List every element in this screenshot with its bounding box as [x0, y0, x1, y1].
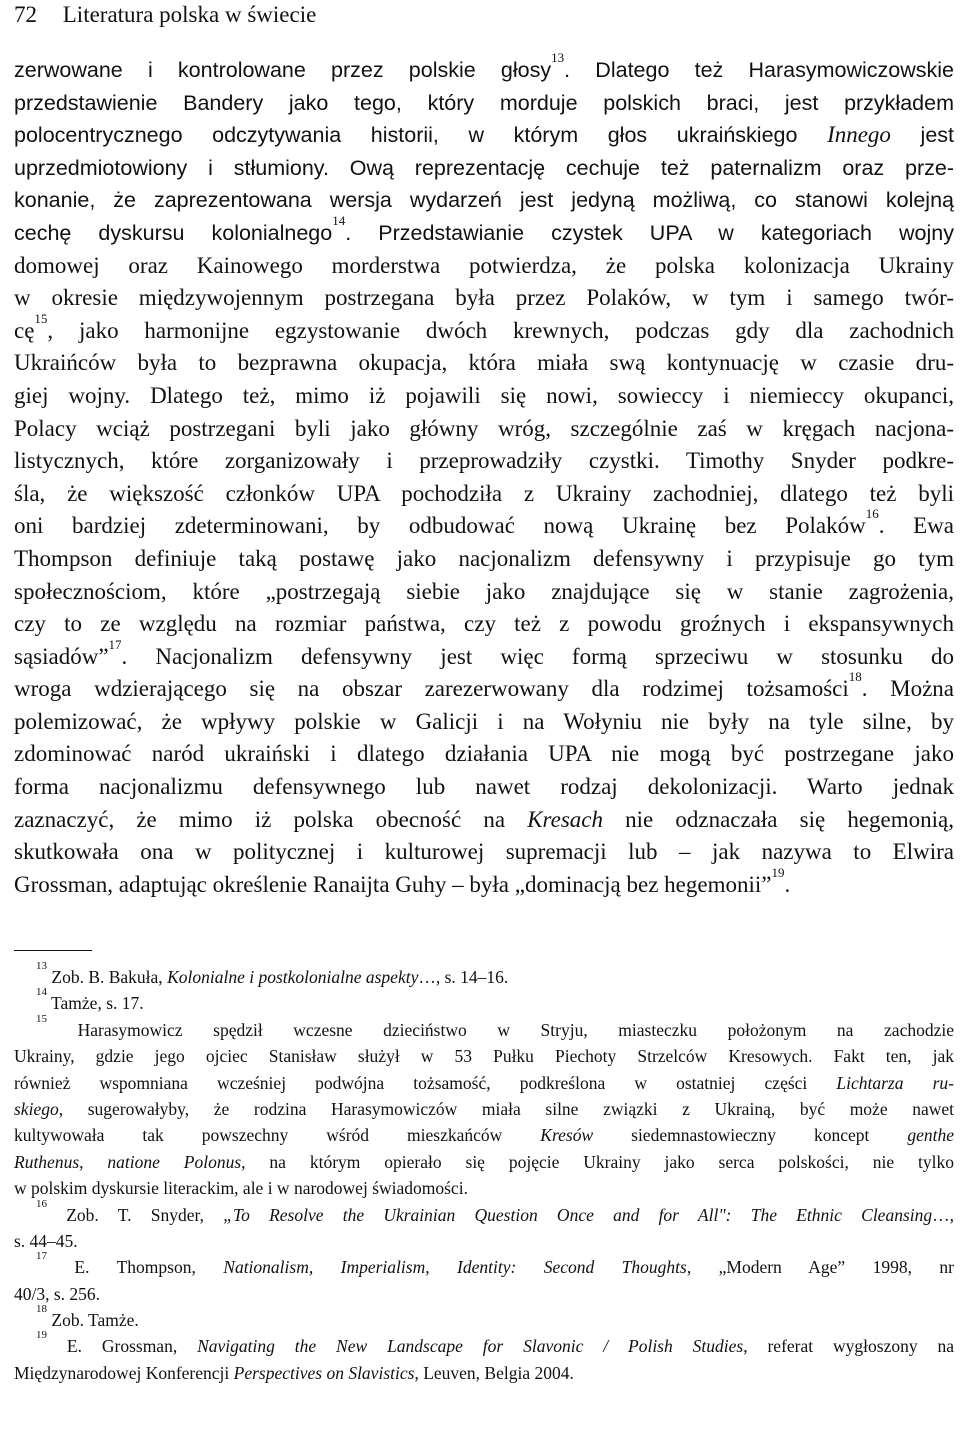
body-line — [14, 445, 954, 478]
text-run: Polacy wciąż postrzegani byli jako główny wróg, szczególnie zaś w kręgach nacjona- — [14, 415, 954, 441]
text-run: , na którym opierało się pojęcie Ukrainy jako serca polskości, nie tylko — [241, 1151, 954, 1172]
text-run: Zob. T. Snyder, — [47, 1204, 224, 1225]
page-number: 72 — [14, 2, 37, 27]
footnote-marker: 14 — [36, 986, 47, 999]
text-run: E. Thompson, — [47, 1257, 224, 1278]
text-run: Tamże, s. 17. — [47, 993, 144, 1014]
text-run: giej wojny. Dlatego też, mimo iż pojawili się nowi, sowieccy i niemieccy okupanci, — [14, 382, 954, 408]
body-line — [14, 864, 954, 902]
text-run: jest — [890, 123, 954, 148]
footnote-line — [14, 1250, 954, 1280]
body-line — [14, 478, 954, 511]
text-run: Zob. B. Bakuła, — [47, 967, 168, 987]
footnote-line — [14, 1228, 954, 1254]
main-text — [14, 50, 954, 901]
body-line — [14, 506, 954, 543]
body-line — [14, 706, 954, 739]
italic-text: skiego — [14, 1098, 59, 1119]
text-run: . Dlatego też Harasymowiczowskie — [564, 58, 954, 82]
text-run: oni bardziej zdeterminowani, by odbudować nową Ukrainę bez Polaków — [14, 513, 866, 539]
body-line — [14, 413, 954, 446]
text-run: , sugerowałyby, że rodzina Harasymowiczów miała silne związki z Ukrainą, być może nawet — [58, 1098, 954, 1119]
footnote-separator — [14, 950, 92, 951]
text-run: Grossman, adaptując określenie Ranaijta Guhy – była „dominacją bez hegemonii” — [14, 871, 772, 897]
footnote-line — [14, 1122, 954, 1148]
text-run: Zob. Tamże. — [47, 1310, 139, 1331]
text-run: , „Modern Age” 1998, nr — [686, 1257, 954, 1278]
text-run: forma nacjonalizmu defensywnego lub nawet rodzaj dekolonizacji. Warto jednak — [14, 774, 954, 800]
body-line — [14, 152, 954, 185]
text-run: , referat wygłoszony na — [743, 1336, 955, 1357]
footnote-marker: 17 — [108, 636, 122, 652]
footnote-line — [14, 1281, 954, 1307]
text-run: cechę dyskursu kolonialnego — [14, 220, 333, 245]
footnotes — [14, 960, 955, 1386]
footnote-line — [14, 1096, 954, 1122]
text-run: Ukrainy, gdzie jego ojciec Stanisław służył w 53 Pułku Piechoty Strzelców Kresowych. Fakt ten, jak — [14, 1046, 954, 1067]
text-run: . — [784, 871, 791, 897]
footnote-line — [14, 1329, 955, 1359]
text-run: 40/3, s. 256. — [14, 1283, 101, 1304]
text-run: Międzynarodowej Konferencji — [14, 1362, 234, 1383]
body-line — [14, 87, 954, 120]
text-run: polemizować, że wpływy polskie w Galicji i na Wołyniu nie były na tyle silne, by — [14, 708, 954, 734]
footnote-marker: 15 — [36, 1012, 47, 1025]
text-run: uprzedmiotowiony i stłumiony. Ową reprezentację cechuje też paternalizm oraz prze- — [14, 155, 954, 180]
footnote-line — [14, 1175, 954, 1201]
footnote-line — [14, 960, 954, 990]
text-run: s. 44–45. — [14, 1230, 78, 1251]
footnote-line — [14, 1197, 954, 1228]
body-line — [14, 347, 954, 380]
footnote-marker: 13 — [36, 960, 47, 972]
body-line — [14, 608, 954, 641]
body-line — [14, 771, 954, 804]
text-run: …, s. 14–16. — [418, 967, 509, 987]
body-line — [14, 184, 954, 217]
text-run: zdominować naród ukraiński i dlatego działania UPA nie mogą być postrzegane jako — [14, 741, 954, 767]
italic-text: genthe — [907, 1125, 954, 1146]
text-run: domowej oraz Kainowego morderstwa potwierdza, że polska kolonizacja Ukrainy — [14, 252, 954, 278]
footnote-line — [14, 1360, 954, 1386]
text-run: przedstawienie Bandery jako tego, który morduje polskich braci, jest przykładem — [14, 90, 954, 115]
body-line — [14, 282, 954, 315]
running-title: Literatura polska w świecie — [62, 2, 317, 27]
italic-text: Kresach — [527, 806, 603, 832]
body-line — [14, 836, 954, 869]
footnote-line — [14, 1303, 954, 1333]
body-line — [14, 576, 954, 609]
italic-text: Lichtarza ru- — [836, 1072, 954, 1093]
running-header — [14, 2, 316, 28]
text-run: konanie, że zaprezentowana wersja wydarzeń jest jedyną możliwą, co stanowi kolejną — [14, 188, 954, 213]
body-line — [14, 738, 954, 771]
body-line — [14, 543, 954, 576]
text-run: skutkowała ona w politycznej i kulturowej supremacji lub – jak nazywa to Elwira — [14, 839, 954, 865]
body-line — [14, 669, 954, 706]
footnote-marker: 14 — [332, 212, 346, 228]
body-line — [14, 50, 954, 87]
text-run: siedemnastowieczny koncept — [593, 1125, 908, 1146]
text-run: cę — [14, 317, 35, 343]
footnote-line — [14, 1149, 954, 1175]
text-run: czy to ze względu na rozmiar państwa, czy też z powodu groźnych i ekspansywnych — [14, 611, 954, 637]
italic-text: „To Resolve the Ukrainian Question Once and for All": The Ethnic Cleansing — [223, 1204, 933, 1225]
text-run: . Przedstawianie czystek UPA w kategoriach wojny — [345, 220, 954, 245]
text-run: . Nacjonalizm defensywny jest więc formą sprzeciwu w stosunku do — [121, 643, 954, 669]
text-run: nie odznaczała się hegemonią, — [603, 806, 954, 832]
text-run: Ukraińców była to bezprawna okupacja, która miała swą kontynuację w czasie dru- — [14, 350, 954, 376]
text-run: . Ewa — [878, 513, 954, 539]
body-line — [14, 310, 954, 348]
text-run: E. Grossman, — [47, 1336, 198, 1357]
body-line — [14, 380, 954, 413]
footnote-marker: 17 — [36, 1250, 47, 1263]
text-run: kultywowała tak powszechny wśród mieszkańców — [14, 1125, 541, 1146]
body-line — [14, 119, 954, 152]
footnote-line — [14, 986, 954, 1016]
text-run: również wspomniana wcześniej podwójna tożsamość, podkreślona w ostatniej części — [14, 1072, 837, 1093]
text-run: …, — [932, 1204, 954, 1225]
body-line — [14, 212, 954, 250]
text-run: . Można — [861, 676, 954, 702]
footnote-marker: 13 — [551, 50, 565, 65]
text-run: , Leuven, Belgia 2004. — [414, 1362, 574, 1383]
text-run: śla, że większość członków UPA pochodziła z Ukrainy zachodniej, dlatego też byli — [14, 480, 954, 506]
footnote-line — [14, 1043, 954, 1069]
footnote-marker: 16 — [36, 1197, 47, 1210]
footnote-line — [14, 1012, 954, 1043]
text-run: , jako harmonijne egzystowanie dwóch krewnych, podczas gdy dla zachodnich — [47, 317, 954, 343]
footnote-marker: 18 — [36, 1303, 47, 1316]
text-run: Thompson definiuje taką postawę jako nacjonalizm defensywny i przypisuje go tym — [14, 545, 954, 571]
text-run: polocentrycznego odczytywania historii, w którym głos ukraińskiego — [14, 123, 828, 148]
text-run: społecznościom, które „postrzegają siebie jako znajdujące się w stanie zagrożenia, — [14, 578, 954, 604]
italic-text: Kresów — [540, 1125, 594, 1146]
footnote-marker: 18 — [848, 669, 862, 685]
italic-text: Ruthenus, natione Polonus — [14, 1151, 242, 1172]
footnote-marker: 15 — [34, 310, 48, 326]
text-run: zerwowane i kontrolowane przez polskie głosy — [14, 58, 552, 82]
text-run: sąsiadów” — [14, 643, 109, 669]
italic-text: Navigating the New Landscape for Slavonic / Polish Studies — [197, 1336, 744, 1357]
body-line — [14, 636, 954, 674]
text-run: w polskim dyskursie literackim, ale i w narodowej świadomości. — [14, 1178, 468, 1199]
footnote-marker: 19 — [771, 864, 785, 880]
italic-text: Kolonialne i postkolonialne aspekty — [167, 967, 419, 987]
text-run: listycznych, które zorganizowały i przeprowadziły czystki. Timothy Snyder podkre- — [14, 448, 954, 474]
italic-text: Innego — [827, 122, 891, 148]
footnote-marker: 16 — [865, 506, 879, 522]
footnote-marker: 19 — [36, 1329, 47, 1342]
body-line — [14, 250, 954, 283]
text-run: wroga wdzierającego się na obszar zarezerwowany dla rodzimej tożsamości — [14, 676, 849, 702]
footnote-line — [14, 1070, 954, 1096]
text-run: zaznaczyć, że mimo iż polska obecność na — [14, 806, 528, 832]
body-line — [14, 804, 954, 837]
text-run: Harasymowicz spędził wczesne dzieciństwo w Stryju, miasteczku położonym na zachodzie — [47, 1019, 954, 1040]
italic-text: Nationalism, Imperialism, Identity: Second Thoughts — [223, 1257, 687, 1278]
italic-text: Perspectives on Slavistics — [233, 1362, 415, 1383]
text-run: w okresie międzywojennym postrzegana była przez Polaków, w tym i samego twór- — [14, 285, 954, 311]
